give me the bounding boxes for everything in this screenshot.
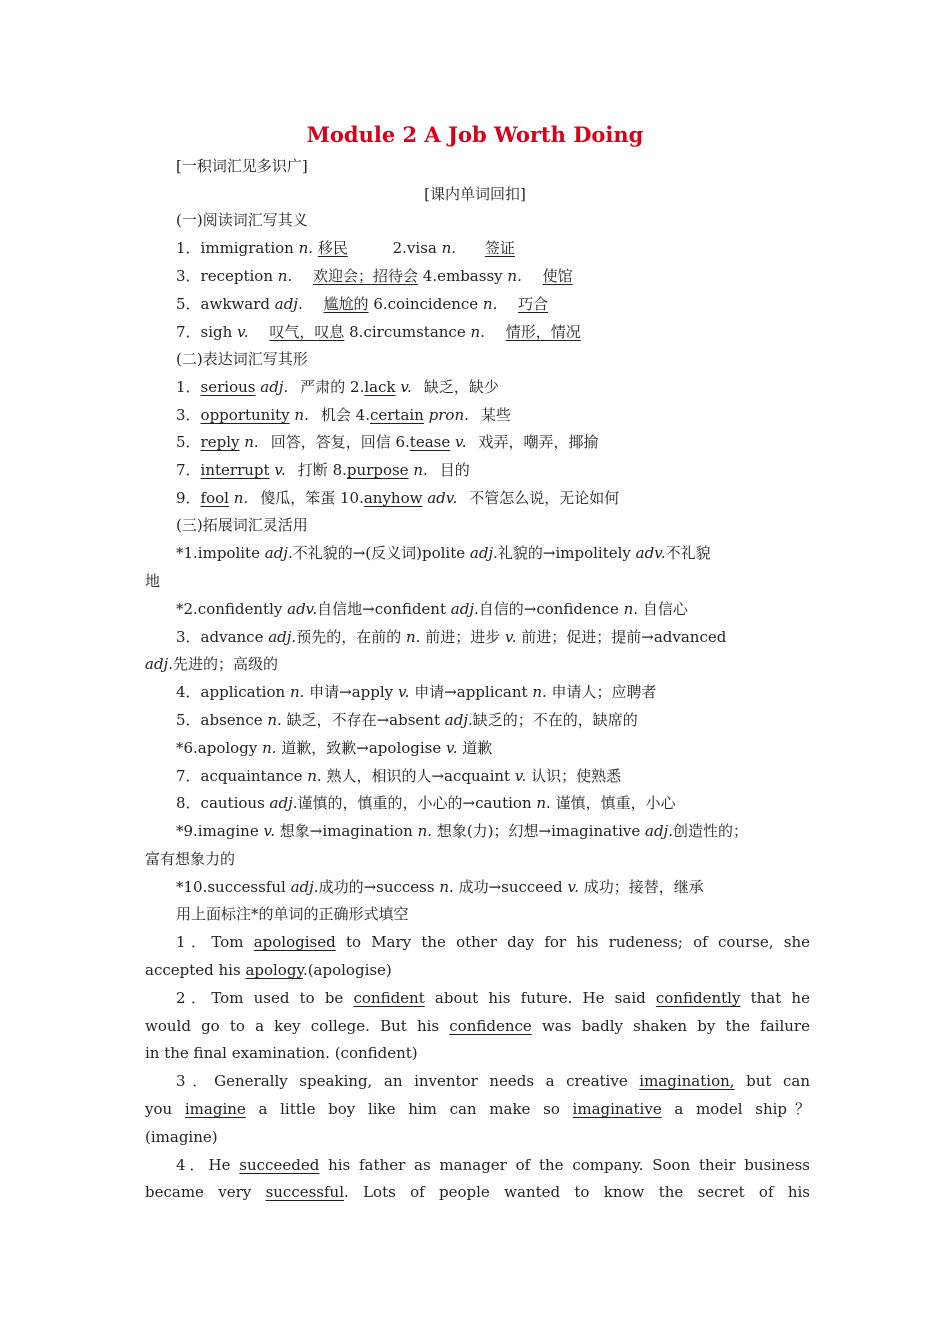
- answer: 欢迎会；招待会: [313, 267, 419, 285]
- part3-heading: (三)拓展词汇灵活用: [176, 516, 308, 534]
- answer: 尴尬的: [323, 295, 369, 313]
- answer: confident: [353, 989, 425, 1007]
- answer: apology: [245, 961, 303, 979]
- exercise-line: 3．Generally speaking, an inventor needs a creative imagination, but can: [176, 1072, 810, 1090]
- exercise-line: you imagine a little boy like him can make so imaginative a model ship？: [145, 1100, 810, 1118]
- answer: purpose: [346, 461, 409, 479]
- part2-heading: (二)表达词汇写其形: [176, 350, 308, 368]
- word-family-row: 5．absence n. 缺乏，不存在→absent adj.缺乏的；不在的，缺席的: [176, 711, 638, 729]
- word-family-row: *2.confidently adv.自信地→confident adj.自信的→confidence n. 自信心: [176, 600, 688, 618]
- vocab-row: 3．reception n. 欢迎会；招待会 4.embassy n. 使馆: [176, 267, 573, 285]
- word-family-row: 8．cautious adj.谨慎的，慎重的，小心的→caution n. 谨慎，慎重，小心: [176, 794, 676, 812]
- answer: confidence: [449, 1017, 532, 1035]
- exercise-line: in the final examination. (confident): [145, 1044, 418, 1062]
- vocab-row: 5．awkward adj. 尴尬的 6.coincidence n. 巧合: [176, 295, 549, 313]
- answer: reply: [200, 433, 240, 451]
- answer: 使馆: [542, 267, 573, 285]
- word-family-row-cont: 地: [145, 572, 161, 590]
- exercise-line: 4．He succeeded his father as manager of the company. Soon their business: [176, 1156, 810, 1174]
- answer: succeeded: [239, 1156, 320, 1174]
- answer: imagination,: [639, 1072, 735, 1090]
- vocab-row: 1．immigration n. 移民 2.visa n. 签证: [176, 239, 515, 257]
- page-title: Module 2 A Job Worth Doing: [306, 122, 644, 147]
- word-family-row: *6.apology n. 道歉，致歉→apologise v. 道歉: [176, 739, 493, 757]
- answer: 签证: [484, 239, 515, 257]
- subsection-heading: [课内单词回扣]: [424, 185, 526, 203]
- answer: certain: [369, 406, 424, 424]
- exercise-line: became very successful. Lots of people wanted to know the secret of his: [145, 1183, 810, 1201]
- word-family-row: 4．application n. 申请→apply v. 申请→applicant n. 申请人；应聘者: [176, 683, 657, 701]
- answer: anyhow: [363, 489, 423, 507]
- fill-instruction: 用上面标注*的单词的正确形式填空: [176, 905, 409, 923]
- exercise-line: accepted his apology.(apologise): [145, 961, 392, 979]
- answer: successful: [265, 1183, 345, 1201]
- answer: 移民: [317, 239, 348, 257]
- vocab-row: 5．reply n. 回答，答复，回信 6.tease v. 戏弄，嘲弄，揶揄: [176, 433, 599, 451]
- part1-heading: (一)阅读词汇写其义: [176, 211, 308, 229]
- vocab-row: 7．interrupt v. 打断 8.purpose n. 目的: [176, 461, 470, 479]
- vocab-row: 9．fool n. 傻瓜，笨蛋 10.anyhow adv. 不管怎么说，无论如何: [176, 489, 620, 507]
- answer: 巧合: [518, 295, 549, 313]
- section-heading: [一积词汇见多识广]: [176, 157, 308, 175]
- answer: tease: [409, 433, 451, 451]
- answer: 情形，情况: [505, 323, 581, 341]
- exercise-line: 1．Tom apologised to Mary the other day for his rudeness; of course, she: [176, 933, 810, 951]
- word-family-row: 3．advance adj.预先的，在前的 n. 前进；进步 v. 前进；促进；提前→advanced: [176, 628, 727, 646]
- answer: imagine: [184, 1100, 246, 1118]
- exercise-line: (imagine): [145, 1128, 218, 1146]
- answer: confidently: [655, 989, 741, 1007]
- answer: apologised: [253, 933, 336, 951]
- word-family-row: 7．acquaintance n. 熟人，相识的人→acquaint v. 认识；使熟悉: [176, 767, 622, 785]
- answer: lack: [364, 378, 396, 396]
- answer: imaginative: [572, 1100, 662, 1118]
- word-family-row: *1.impolite adj.不礼貌的→(反义词)polite adj.礼貌的→impolitely adv.不礼貌: [176, 544, 711, 562]
- word-family-row-cont: adj.先进的；高级的: [145, 655, 278, 673]
- exercise-line: 2．Tom used to be confident about his future. He said confidently that he: [176, 989, 810, 1007]
- vocab-row: 3．opportunity n. 机会 4.certain pron. 某些: [176, 406, 511, 424]
- answer: 叹气，叹息: [269, 323, 345, 341]
- answer: opportunity: [200, 406, 290, 424]
- word-family-row-cont: 富有想象力的: [145, 850, 236, 868]
- word-family-row: *10.successful adj.成功的→success n. 成功→succeed v. 成功；接替，继承: [176, 878, 704, 896]
- exercise-line: would go to a key college. But his confidence was badly shaken by the failure: [145, 1017, 810, 1035]
- vocab-row: 1．serious adj. 严肃的 2.lack v. 缺乏，缺少: [176, 378, 499, 396]
- word-family-row: *9.imagine v. 想象→imagination n. 想象(力)；幻想→imaginative adj.创造性的；: [176, 822, 748, 840]
- answer: interrupt: [200, 461, 270, 479]
- vocab-row: 7．sigh v. 叹气，叹息 8.circumstance n. 情形，情况: [176, 323, 581, 341]
- answer: fool: [200, 489, 229, 507]
- answer: serious: [200, 378, 256, 396]
